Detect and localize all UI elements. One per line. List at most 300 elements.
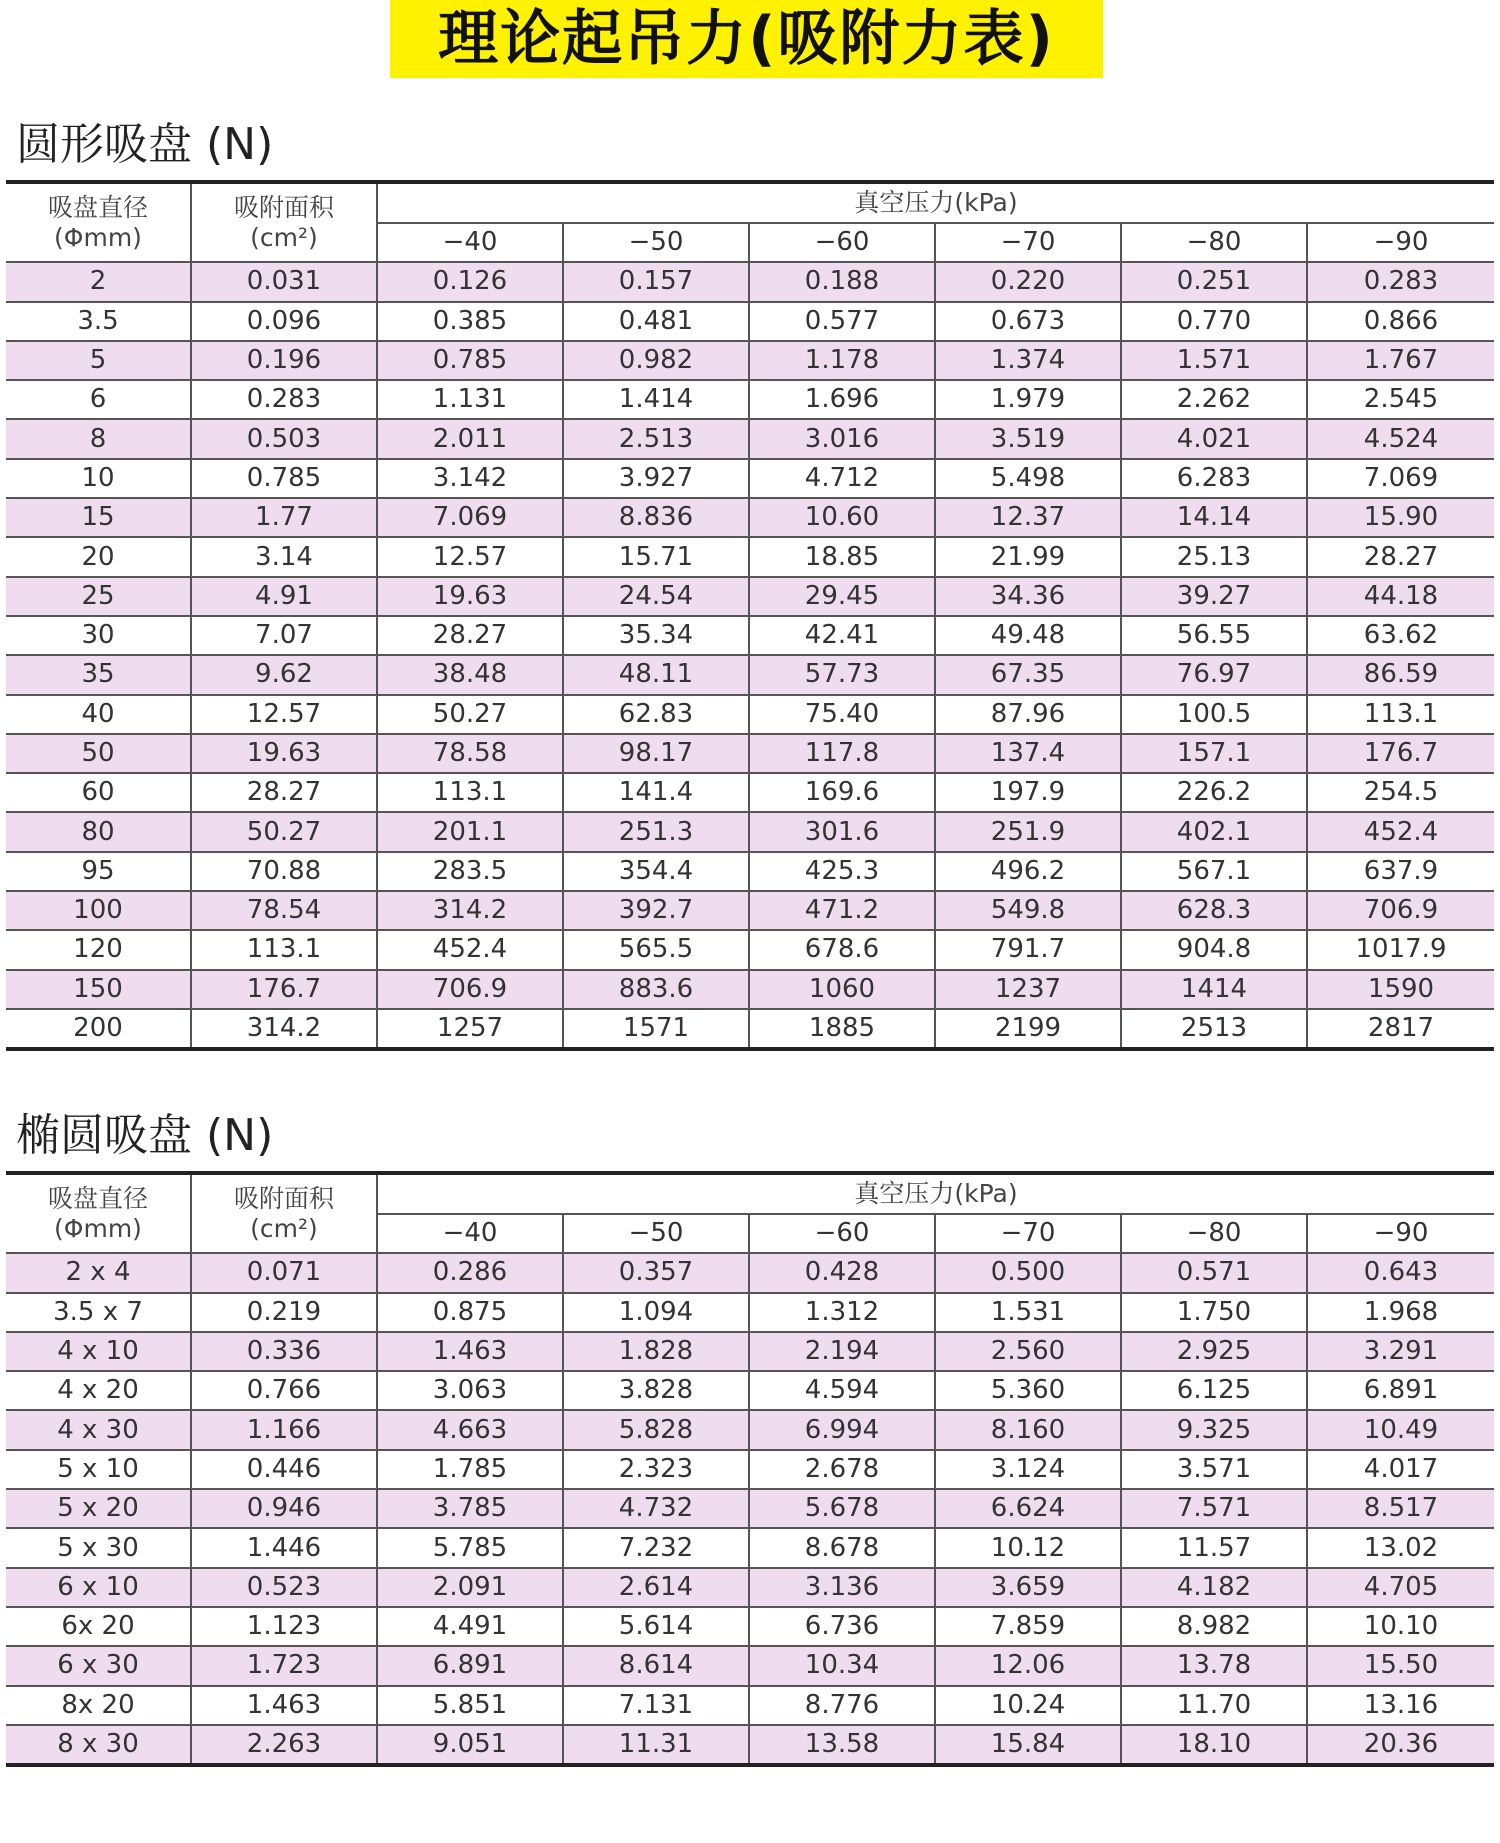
- table-row: [6, 262, 1494, 301]
- table-row: [6, 891, 1494, 930]
- cell-force: 1.767: [1307, 341, 1494, 380]
- cell-force: 7.069: [1307, 459, 1494, 498]
- oval-section-title: 椭圆吸盘 (N): [16, 1110, 274, 1161]
- cell-area: 4.91: [191, 577, 377, 616]
- cell-area: 1.77: [191, 498, 377, 537]
- cell-force: 10.12: [935, 1528, 1121, 1567]
- cell-force: 9.325: [1121, 1410, 1307, 1449]
- cell-force: 11.57: [1121, 1528, 1307, 1567]
- cell-force: 678.6: [749, 930, 935, 969]
- cell-force: 2.194: [749, 1332, 935, 1371]
- cell-force: 15.71: [563, 537, 749, 576]
- cell-force: 7.131: [563, 1686, 749, 1725]
- cell-force: 3.571: [1121, 1450, 1307, 1489]
- cell-force: 29.45: [749, 577, 935, 616]
- cell-force: 452.4: [377, 930, 563, 969]
- cell-area: 314.2: [191, 1009, 377, 1049]
- table-row: [6, 1293, 1494, 1332]
- cell-force: 1.696: [749, 380, 935, 419]
- table-row: [6, 577, 1494, 616]
- cell-force: 13.02: [1307, 1528, 1494, 1567]
- cell-area: 12.57: [191, 695, 377, 734]
- cell-force: 11.70: [1121, 1686, 1307, 1725]
- cell-diameter: 3.5 x 7: [6, 1293, 191, 1332]
- cell-force: 4.732: [563, 1489, 749, 1528]
- table-row: [6, 970, 1494, 1009]
- cell-force: 13.16: [1307, 1686, 1494, 1725]
- cell-area: 0.219: [191, 1293, 377, 1332]
- cell-force: 2.614: [563, 1568, 749, 1607]
- cell-force: 48.11: [563, 655, 749, 694]
- cell-force: 5.614: [563, 1607, 749, 1646]
- table-row: [6, 616, 1494, 655]
- cell-force: 12.57: [377, 537, 563, 576]
- cell-force: 12.06: [935, 1646, 1121, 1685]
- cell-force: 7.232: [563, 1528, 749, 1567]
- cell-force: 57.73: [749, 655, 935, 694]
- table-row: [6, 1253, 1494, 1292]
- cell-force: 117.8: [749, 734, 935, 773]
- header-vacuum-pressure: 真空压力(kPa): [377, 1173, 1494, 1214]
- cell-diameter: 60: [6, 773, 191, 812]
- header-pressure-4: −80: [1121, 223, 1307, 262]
- cell-force: 1.178: [749, 341, 935, 380]
- cell-force: 4.594: [749, 1371, 935, 1410]
- cell-force: 35.34: [563, 616, 749, 655]
- header-pressure-2: −60: [749, 223, 935, 262]
- cell-area: 70.88: [191, 852, 377, 891]
- cell-force: 5.785: [377, 1528, 563, 1567]
- cell-force: 7.069: [377, 498, 563, 537]
- cell-force: 1.531: [935, 1293, 1121, 1332]
- cell-force: 1590: [1307, 970, 1494, 1009]
- cell-force: 0.220: [935, 262, 1121, 301]
- cell-force: 28.27: [377, 616, 563, 655]
- cell-diameter: 6 x 10: [6, 1568, 191, 1607]
- title-area: [0, 0, 1500, 80]
- header-pressure-2: −60: [749, 1214, 935, 1253]
- cell-force: 8.836: [563, 498, 749, 537]
- cell-force: 44.18: [1307, 577, 1494, 616]
- cell-force: 251.9: [935, 812, 1121, 851]
- cell-diameter: 2: [6, 262, 191, 301]
- cell-force: 13.78: [1121, 1646, 1307, 1685]
- cell-force: 78.58: [377, 734, 563, 773]
- cell-force: 6.891: [377, 1646, 563, 1685]
- cell-force: 0.875: [377, 1293, 563, 1332]
- cell-force: 6.624: [935, 1489, 1121, 1528]
- cell-force: 402.1: [1121, 812, 1307, 851]
- cell-force: 0.571: [1121, 1253, 1307, 1292]
- cell-area: 0.446: [191, 1450, 377, 1489]
- cell-force: 2513: [1121, 1009, 1307, 1049]
- cell-force: 0.188: [749, 262, 935, 301]
- cell-force: 5.851: [377, 1686, 563, 1725]
- table-row: [6, 380, 1494, 419]
- table-row: [6, 1410, 1494, 1449]
- cell-force: 0.770: [1121, 302, 1307, 341]
- table-row: [6, 302, 1494, 341]
- cell-force: 1885: [749, 1009, 935, 1049]
- cell-force: 157.1: [1121, 734, 1307, 773]
- cell-force: 2817: [1307, 1009, 1494, 1049]
- cell-area: 0.766: [191, 1371, 377, 1410]
- cell-force: 392.7: [563, 891, 749, 930]
- cell-force: 0.251: [1121, 262, 1307, 301]
- cell-force: 4.524: [1307, 419, 1494, 458]
- cell-diameter: 120: [6, 930, 191, 969]
- cell-force: 5.678: [749, 1489, 935, 1528]
- table-row: [6, 1371, 1494, 1410]
- cell-force: 1017.9: [1307, 930, 1494, 969]
- cell-force: 2.545: [1307, 380, 1494, 419]
- cell-force: 0.157: [563, 262, 749, 301]
- table-row: [6, 655, 1494, 694]
- cell-area: 0.196: [191, 341, 377, 380]
- table-row: [6, 537, 1494, 576]
- cell-force: 0.357: [563, 1253, 749, 1292]
- cell-diameter: 200: [6, 1009, 191, 1049]
- cell-force: 301.6: [749, 812, 935, 851]
- cell-force: 28.27: [1307, 537, 1494, 576]
- cell-force: 637.9: [1307, 852, 1494, 891]
- cell-force: 56.55: [1121, 616, 1307, 655]
- cell-force: 425.3: [749, 852, 935, 891]
- cell-force: 14.14: [1121, 498, 1307, 537]
- cell-force: 4.705: [1307, 1568, 1494, 1607]
- cell-diameter: 6: [6, 380, 191, 419]
- cell-force: 20.36: [1307, 1725, 1494, 1765]
- cell-force: 0.481: [563, 302, 749, 341]
- cell-force: 8.160: [935, 1410, 1121, 1449]
- cell-force: 100.5: [1121, 695, 1307, 734]
- cell-area: 50.27: [191, 812, 377, 851]
- cell-force: 254.5: [1307, 773, 1494, 812]
- cell-diameter: 6x 20: [6, 1607, 191, 1646]
- cell-area: 0.031: [191, 262, 377, 301]
- cell-force: 0.673: [935, 302, 1121, 341]
- cell-force: 1.094: [563, 1293, 749, 1332]
- table-row: [6, 734, 1494, 773]
- cell-area: 176.7: [191, 970, 377, 1009]
- cell-force: 169.6: [749, 773, 935, 812]
- header-area-line1: 吸附面积: [233, 1183, 334, 1213]
- table-row: [6, 1332, 1494, 1371]
- header-diameter-line2: (Φmm): [54, 1213, 142, 1243]
- header-pressure-4: −80: [1121, 1214, 1307, 1253]
- cell-diameter: 100: [6, 891, 191, 930]
- cell-force: 2.011: [377, 419, 563, 458]
- cell-diameter: 30: [6, 616, 191, 655]
- header-pressure-3: −70: [935, 223, 1121, 262]
- table-row: [6, 1568, 1494, 1607]
- cell-area: 0.336: [191, 1332, 377, 1371]
- cell-force: 8.517: [1307, 1489, 1494, 1528]
- cell-diameter: 3.5: [6, 302, 191, 341]
- table-row: [6, 1489, 1494, 1528]
- cell-area: 0.785: [191, 459, 377, 498]
- cell-force: 791.7: [935, 930, 1121, 969]
- cell-force: 19.63: [377, 577, 563, 616]
- cell-force: 314.2: [377, 891, 563, 930]
- cell-area: 28.27: [191, 773, 377, 812]
- cell-area: 0.946: [191, 1489, 377, 1528]
- cell-force: 25.13: [1121, 537, 1307, 576]
- table-row: [6, 1646, 1494, 1685]
- cell-force: 4.712: [749, 459, 935, 498]
- cell-area: 0.096: [191, 302, 377, 341]
- cell-force: 565.5: [563, 930, 749, 969]
- cell-area: 2.263: [191, 1725, 377, 1765]
- table-row: [6, 341, 1494, 380]
- header-diameter: [6, 1173, 191, 1253]
- cell-diameter: 10: [6, 459, 191, 498]
- cell-area: 1.723: [191, 1646, 377, 1685]
- header-area-line2: (cm²): [250, 1213, 318, 1243]
- cell-force: 8.776: [749, 1686, 935, 1725]
- cell-force: 549.8: [935, 891, 1121, 930]
- round-table-body: [6, 262, 1494, 1049]
- cell-force: 113.1: [377, 773, 563, 812]
- header-diameter-line2: (Φmm): [54, 222, 142, 252]
- oval-suction-table: [6, 1171, 1494, 1767]
- cell-area: 9.62: [191, 655, 377, 694]
- cell-force: 1.828: [563, 1332, 749, 1371]
- header-diameter-line1: 吸盘直径: [47, 1183, 148, 1213]
- cell-force: 2.262: [1121, 380, 1307, 419]
- cell-force: 1.374: [935, 341, 1121, 380]
- cell-force: 201.1: [377, 812, 563, 851]
- header-pressure-5: −90: [1307, 223, 1494, 262]
- header-area-line1: 吸附面积: [233, 192, 334, 222]
- cell-force: 4.017: [1307, 1450, 1494, 1489]
- cell-diameter: 50: [6, 734, 191, 773]
- cell-force: 50.27: [377, 695, 563, 734]
- cell-force: 67.35: [935, 655, 1121, 694]
- cell-force: 1257: [377, 1009, 563, 1049]
- cell-force: 0.500: [935, 1253, 1121, 1292]
- cell-force: 9.051: [377, 1725, 563, 1765]
- cell-force: 13.58: [749, 1725, 935, 1765]
- cell-force: 76.97: [1121, 655, 1307, 694]
- round-suction-table: [6, 180, 1494, 1051]
- cell-diameter: 80: [6, 812, 191, 851]
- cell-force: 3.659: [935, 1568, 1121, 1607]
- cell-force: 39.27: [1121, 577, 1307, 616]
- cell-force: 10.60: [749, 498, 935, 537]
- page-title: 理论起吊力(吸附力表): [390, 0, 1103, 78]
- cell-force: 452.4: [1307, 812, 1494, 851]
- cell-force: 283.5: [377, 852, 563, 891]
- cell-diameter: 4 x 20: [6, 1371, 191, 1410]
- cell-force: 86.59: [1307, 655, 1494, 694]
- cell-diameter: 25: [6, 577, 191, 616]
- cell-force: 706.9: [1307, 891, 1494, 930]
- cell-area: 0.071: [191, 1253, 377, 1292]
- cell-force: 0.126: [377, 262, 563, 301]
- cell-force: 24.54: [563, 577, 749, 616]
- cell-diameter: 95: [6, 852, 191, 891]
- cell-force: 6.994: [749, 1410, 935, 1449]
- header-area: [191, 1173, 377, 1253]
- cell-diameter: 5 x 10: [6, 1450, 191, 1489]
- cell-force: 15.50: [1307, 1646, 1494, 1685]
- cell-force: 3.063: [377, 1371, 563, 1410]
- cell-force: 12.37: [935, 498, 1121, 537]
- cell-area: 1.463: [191, 1686, 377, 1725]
- cell-force: 0.283: [1307, 262, 1494, 301]
- header-pressure-0: −40: [377, 223, 563, 262]
- table-row: [6, 695, 1494, 734]
- cell-force: 75.40: [749, 695, 935, 734]
- cell-force: 141.4: [563, 773, 749, 812]
- cell-force: 62.83: [563, 695, 749, 734]
- round-section-title: 圆形吸盘 (N): [16, 119, 274, 170]
- cell-force: 49.48: [935, 616, 1121, 655]
- header-pressure-0: −40: [377, 1214, 563, 1253]
- cell-force: 10.34: [749, 1646, 935, 1685]
- cell-area: 19.63: [191, 734, 377, 773]
- cell-force: 3.016: [749, 419, 935, 458]
- cell-force: 1.312: [749, 1293, 935, 1332]
- cell-force: 1.131: [377, 380, 563, 419]
- cell-force: 1.750: [1121, 1293, 1307, 1332]
- table-row: [6, 1725, 1494, 1765]
- cell-force: 0.643: [1307, 1253, 1494, 1292]
- cell-force: 3.927: [563, 459, 749, 498]
- cell-diameter: 5 x 20: [6, 1489, 191, 1528]
- cell-diameter: 20: [6, 537, 191, 576]
- cell-diameter: 35: [6, 655, 191, 694]
- cell-force: 38.48: [377, 655, 563, 694]
- cell-area: 78.54: [191, 891, 377, 930]
- cell-force: 471.2: [749, 891, 935, 930]
- cell-force: 5.828: [563, 1410, 749, 1449]
- header-area-line2: (cm²): [250, 222, 318, 252]
- cell-force: 2.560: [935, 1332, 1121, 1371]
- cell-force: 4.663: [377, 1410, 563, 1449]
- cell-force: 3.519: [935, 419, 1121, 458]
- cell-force: 1237: [935, 970, 1121, 1009]
- cell-force: 6.283: [1121, 459, 1307, 498]
- cell-force: 2.925: [1121, 1332, 1307, 1371]
- cell-force: 0.385: [377, 302, 563, 341]
- cell-force: 5.498: [935, 459, 1121, 498]
- cell-force: 10.10: [1307, 1607, 1494, 1646]
- cell-force: 3.785: [377, 1489, 563, 1528]
- cell-force: 2.513: [563, 419, 749, 458]
- cell-diameter: 4 x 30: [6, 1410, 191, 1449]
- table-row: [6, 1607, 1494, 1646]
- cell-force: 0.982: [563, 341, 749, 380]
- cell-force: 87.96: [935, 695, 1121, 734]
- cell-force: 3.142: [377, 459, 563, 498]
- cell-force: 8.614: [563, 1646, 749, 1685]
- cell-diameter: 8 x 30: [6, 1725, 191, 1765]
- cell-force: 10.24: [935, 1686, 1121, 1725]
- cell-force: 7.859: [935, 1607, 1121, 1646]
- cell-force: 18.85: [749, 537, 935, 576]
- cell-force: 8.678: [749, 1528, 935, 1567]
- cell-diameter: 15: [6, 498, 191, 537]
- cell-diameter: 4 x 10: [6, 1332, 191, 1371]
- table-row: [6, 930, 1494, 969]
- cell-force: 3.124: [935, 1450, 1121, 1489]
- cell-force: 8.982: [1121, 1607, 1307, 1646]
- cell-force: 1060: [749, 970, 935, 1009]
- cell-force: 354.4: [563, 852, 749, 891]
- cell-area: 1.123: [191, 1607, 377, 1646]
- cell-force: 98.17: [563, 734, 749, 773]
- header-area: [191, 182, 377, 262]
- cell-force: 113.1: [1307, 695, 1494, 734]
- table-row: [6, 773, 1494, 812]
- cell-force: 6.125: [1121, 1371, 1307, 1410]
- table-row: [6, 812, 1494, 851]
- header-pressure-1: −50: [563, 1214, 749, 1253]
- cell-diameter: 8x 20: [6, 1686, 191, 1725]
- cell-area: 0.503: [191, 419, 377, 458]
- cell-force: 34.36: [935, 577, 1121, 616]
- cell-force: 10.49: [1307, 1410, 1494, 1449]
- cell-force: 4.021: [1121, 419, 1307, 458]
- cell-force: 1.968: [1307, 1293, 1494, 1332]
- cell-area: 7.07: [191, 616, 377, 655]
- header-pressure-5: −90: [1307, 1214, 1494, 1253]
- cell-force: 706.9: [377, 970, 563, 1009]
- cell-force: 2.323: [563, 1450, 749, 1489]
- table-row: [6, 1686, 1494, 1725]
- header-diameter-line1: 吸盘直径: [47, 192, 148, 222]
- cell-force: 3.828: [563, 1371, 749, 1410]
- cell-force: 1571: [563, 1009, 749, 1049]
- cell-force: 1.463: [377, 1332, 563, 1371]
- cell-force: 496.2: [935, 852, 1121, 891]
- table-row: [6, 419, 1494, 458]
- cell-force: 137.4: [935, 734, 1121, 773]
- cell-force: 7.571: [1121, 1489, 1307, 1528]
- cell-force: 0.577: [749, 302, 935, 341]
- cell-force: 176.7: [1307, 734, 1494, 773]
- header-diameter: [6, 182, 191, 262]
- cell-force: 15.84: [935, 1725, 1121, 1765]
- cell-force: 5.360: [935, 1371, 1121, 1410]
- cell-force: 1.979: [935, 380, 1121, 419]
- table-row: [6, 498, 1494, 537]
- cell-diameter: 2 x 4: [6, 1253, 191, 1292]
- cell-force: 628.3: [1121, 891, 1307, 930]
- cell-force: 197.9: [935, 773, 1121, 812]
- cell-area: 0.523: [191, 1568, 377, 1607]
- cell-force: 883.6: [563, 970, 749, 1009]
- table-row: [6, 1528, 1494, 1567]
- cell-force: 0.286: [377, 1253, 563, 1292]
- oval-table-body: [6, 1253, 1494, 1765]
- cell-force: 567.1: [1121, 852, 1307, 891]
- table-row: [6, 1450, 1494, 1489]
- header-pressure-1: −50: [563, 223, 749, 262]
- cell-force: 1.571: [1121, 341, 1307, 380]
- cell-force: 226.2: [1121, 773, 1307, 812]
- header-vacuum-pressure: 真空压力(kPa): [377, 182, 1494, 223]
- cell-force: 21.99: [935, 537, 1121, 576]
- cell-force: 4.182: [1121, 1568, 1307, 1607]
- cell-force: 0.428: [749, 1253, 935, 1292]
- cell-force: 18.10: [1121, 1725, 1307, 1765]
- cell-force: 1414: [1121, 970, 1307, 1009]
- table-row: [6, 852, 1494, 891]
- header-pressure-3: −70: [935, 1214, 1121, 1253]
